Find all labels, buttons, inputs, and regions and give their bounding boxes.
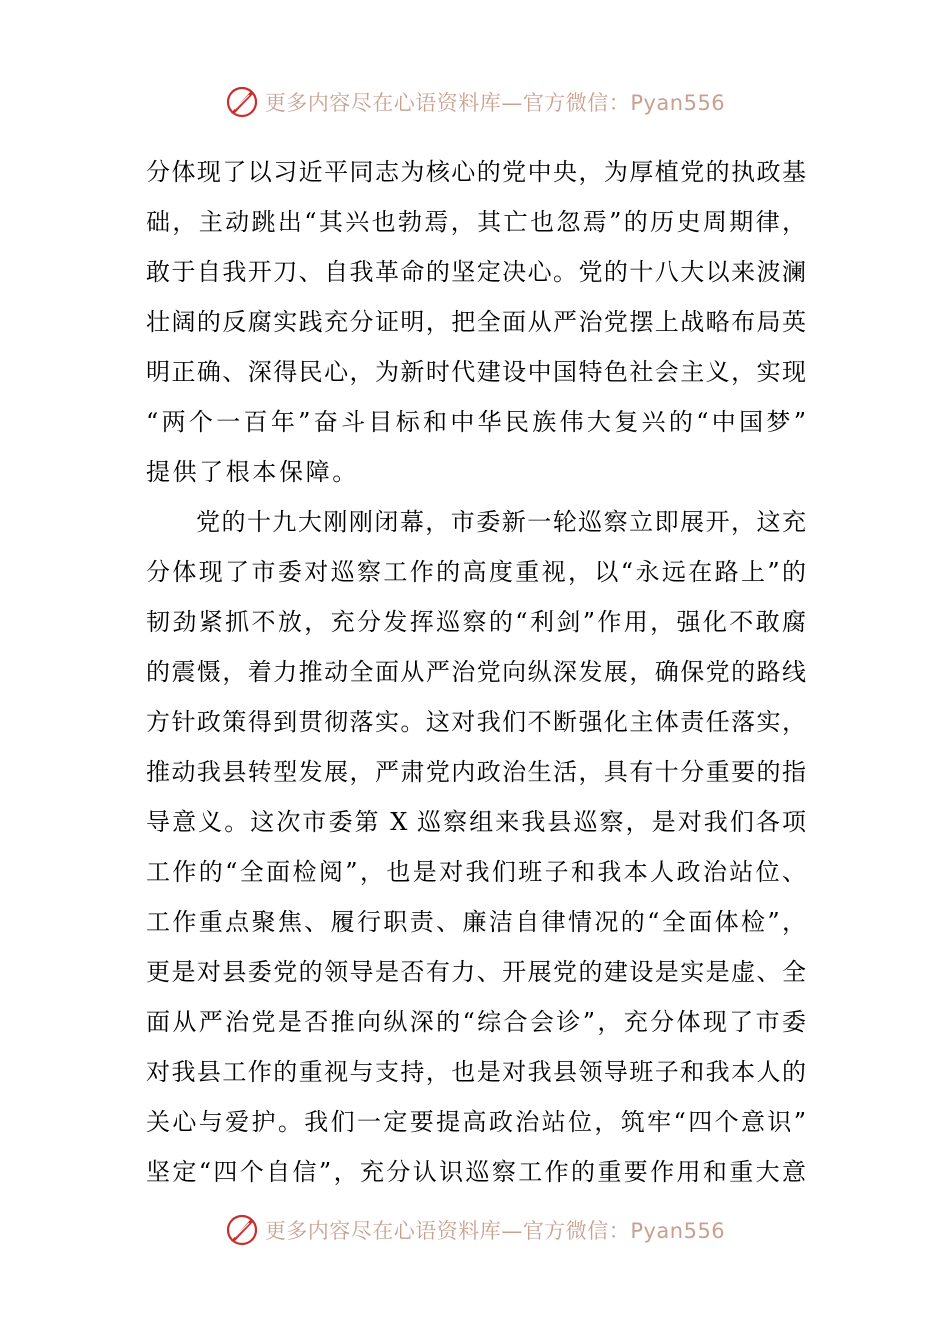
paragraph-1-line-7: 提供了根本保障。: [146, 458, 359, 486]
watermark-separator: —: [501, 1219, 523, 1243]
watermark-text: [265, 1215, 725, 1245]
paragraph-1-line-3: 敢于自我开刀、自我革命的坚定决心。党的十八大以来波澜: [146, 258, 806, 286]
paragraph-2-line-11: 面从严治党是否推向纵深的“综合会诊”，充分体现了市委: [146, 1008, 806, 1036]
watermark-wechat-label: 官方微信：: [522, 91, 631, 115]
paragraph-2-line-13: 关心与爱护。我们一定要提高政治站位，筑牢“四个意识”: [146, 1108, 806, 1136]
paragraph-2-line-1: 党的十九大刚刚闭幕，市委新一轮巡察立即展开，这充: [196, 508, 806, 536]
footer-watermark-banner: [0, 1208, 950, 1252]
paragraph-2-line-12: 对我县工作的重视与支持，也是对我县领导班子和我本人的: [146, 1058, 806, 1086]
watermark-site-text: 更多内容尽在心语资料库: [264, 91, 502, 115]
paragraph-2-line-7: 导意义。这次市委第 X 巡察组来我县巡察，是对我们各项: [146, 808, 806, 836]
paragraph-1-line-6: “两个一百年”奋斗目标和中华民族伟大复兴的“中国梦”: [146, 408, 806, 436]
paragraph-2-line-5: 方针政策得到贯彻落实。这对我们不断强化主体责任落实，: [146, 708, 806, 736]
watermark-text: [265, 87, 725, 117]
watermark-separator: —: [501, 91, 523, 115]
header-watermark-banner: [0, 80, 950, 124]
paragraph-1-line-5: 明正确、深得民心，为新时代建设中国特色社会主义，实现: [146, 358, 806, 386]
quill-logo-icon: [225, 85, 259, 119]
watermark-wechat-label: 官方微信：: [522, 1219, 631, 1243]
paragraph-2-line-6: 推动我县转型发展，严肃党内政治生活，具有十分重要的指: [146, 758, 806, 786]
paragraph-2-line-10: 更是对县委党的领导是否有力、开展党的建设是实是虚、全: [146, 958, 806, 986]
paragraph-2-line-2: 分体现了市委对巡察工作的高度重视，以“永远在路上”的: [146, 558, 806, 586]
paragraph-2-line-3: 韧劲紧抓不放，充分发挥巡察的“利剑”作用，强化不敢腐: [146, 608, 806, 636]
quill-logo-icon: [225, 1213, 259, 1247]
paragraph-1-line-2: 础，主动跳出“其兴也勃焉，其亡也忽焉”的历史周期律，: [146, 208, 806, 236]
paragraph-2-line-9: 工作重点聚焦、履行职责、廉洁自律情况的“全面体检”，: [146, 908, 806, 936]
paragraph-2-line-14: 坚定“四个自信”，充分认识巡察工作的重要作用和重大意: [146, 1158, 806, 1186]
watermark-wechat-id: Pyan556: [630, 91, 726, 115]
paragraph-2-line-4: 的震慑，着力推动全面从严治党向纵深发展，确保党的路线: [146, 658, 806, 686]
paragraph-1-line-1: 分体现了以习近平同志为核心的党中央，为厚植党的执政基: [146, 158, 806, 186]
watermark-wechat-id: Pyan556: [630, 1219, 726, 1243]
paragraph-1-line-4: 壮阔的反腐实践充分证明，把全面从严治党摆上战略布局英: [146, 308, 806, 336]
watermark-site-text: 更多内容尽在心语资料库: [264, 1219, 502, 1243]
document-body: [146, 147, 806, 1197]
paragraph-2-line-8: 工作的“全面检阅”，也是对我们班子和我本人政治站位、: [146, 858, 806, 886]
